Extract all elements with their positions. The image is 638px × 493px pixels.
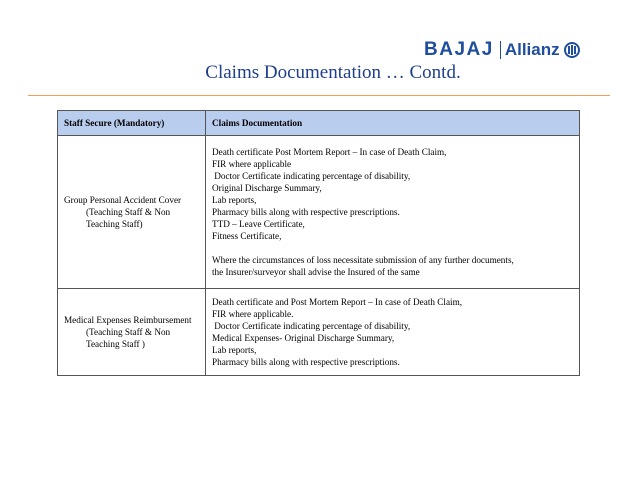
cover-scope: (Teaching Staff & Non [86,327,171,337]
doc-item: Doctor Certificate indicating percentage of disability, [212,321,411,331]
cover-name: Medical Expenses Reimbursement [64,315,192,325]
title-divider [28,95,610,96]
cover-scope-cont: Teaching Staff) [86,219,143,229]
documentation-cell [206,136,580,289]
cover-scope: (Teaching Staff & Non [86,207,171,217]
logo-divider [500,41,501,59]
doc-item: Pharmacy bills along with respective prescriptions. [212,207,400,217]
logo-partner: Allianz [504,40,560,59]
page-title: Claims Documentation … Contd. [205,62,461,83]
doc-item: Doctor Certificate indicating percentage of disability, [212,171,411,181]
doc-item: TTD – Leave Certificate, [212,219,305,229]
cover-name: Group Personal Accident Cover [64,195,182,205]
doc-item: Original Discharge Summary, [212,183,322,193]
doc-item: Lab reports, [212,345,257,355]
table-header-row [58,111,580,136]
doc-item: FIR where applicable. [212,309,294,319]
note-line: the Insurer/surveyor shall advise the Insured of the same [212,267,420,277]
column-header-documentation: Claims Documentation [206,111,580,136]
doc-item: Fitness Certificate, [212,231,282,241]
table-row [58,289,580,376]
doc-item: Death certificate and Post Mortem Report – In case of Death Claim, [212,297,463,307]
allianz-emblem-icon [564,42,580,58]
column-header-cover: Staff Secure (Mandatory) [58,111,206,136]
cover-cell [58,136,206,289]
bajaj-allianz-logo [424,37,580,63]
doc-item: Pharmacy bills along with respective prescriptions. [212,357,400,367]
cover-scope-cont: Teaching Staff ) [86,339,145,349]
cover-cell [58,289,206,376]
logo-brand: BAJAJ [424,39,494,60]
note-line: Where the circumstances of loss necessitate submission of any further documents, [212,255,514,265]
documentation-cell [206,289,580,376]
doc-item: Death certificate Post Mortem Report – In case of Death Claim, [212,147,447,157]
doc-item: Lab reports, [212,195,257,205]
doc-item: Medical Expenses- Original Discharge Summary, [212,333,395,343]
claims-table [57,110,580,376]
table-row [58,136,580,289]
doc-item: FIR where applicable [212,159,292,169]
